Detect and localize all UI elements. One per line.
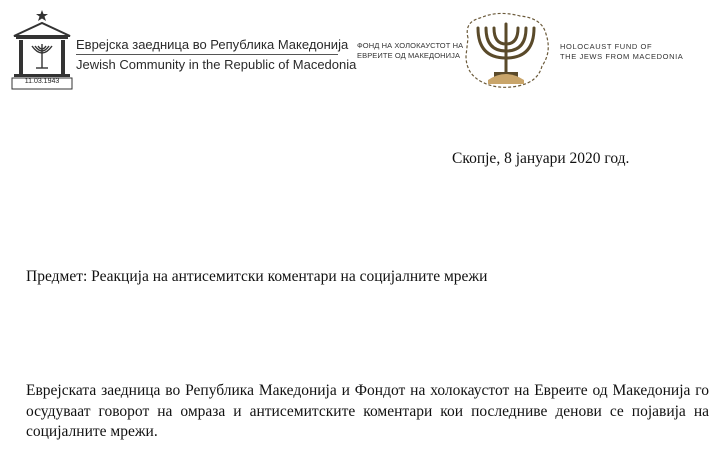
logo-date: 11.03.1943 — [24, 78, 60, 85]
fund-name-en-line2: THE JEWS FROM MACEDONIA — [560, 52, 684, 61]
org-name-divider — [76, 54, 338, 55]
letter-date: Скопје, 8 јануари 2020 год. — [452, 150, 630, 167]
fund-name-mk — [357, 41, 463, 61]
fund-name-mk-line1: ФОНД НА ХОЛОКАУСТОТ НА — [357, 41, 464, 50]
letter-body: Еврејската заедница во Република Македонија и Фондот на холокаустот на Евреите од Македонија го осудуваат говорот на омраза и антисемитските коментари кои последниве денови се појавија на социјалните мрежи. — [26, 382, 709, 440]
menorah-logo — [458, 8, 554, 92]
letterhead — [0, 0, 710, 100]
org-name-block — [76, 36, 357, 73]
org-name-mk: Еврејска заедница во Република Македонија — [76, 37, 349, 52]
fund-name-en — [560, 42, 683, 62]
fund-name-en-line1: HOLOCAUST FUND OF — [560, 42, 653, 51]
letter-subject: Предмет: Реакција на антисемитски коментари на социјалните мрежи — [26, 268, 488, 285]
fund-name-mk-line2: ЕВРЕИТЕ ОД МАКЕДОНИЈА — [357, 51, 461, 60]
org-name-en: Jewish Community in the Republic of Macedonia — [76, 57, 357, 72]
